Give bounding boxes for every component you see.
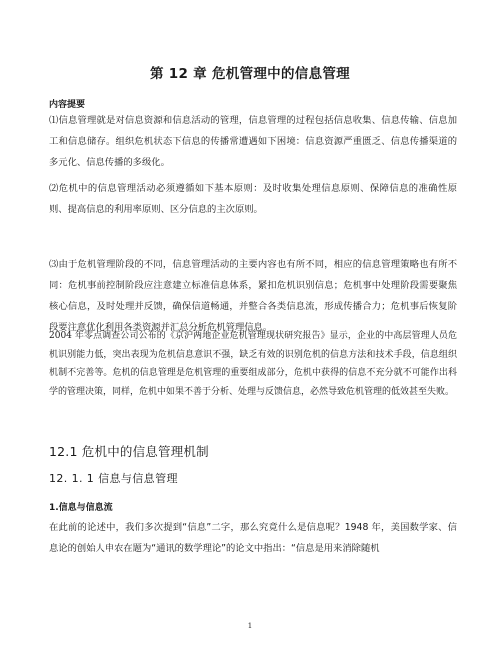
subsubsection-heading: 1.信息与信息流 — [49, 503, 113, 513]
summary-paragraph-1: ⑴信息管理就是对信息资源和信息活动的管理，信息管理的过程包括信息收集、信息传输、信息加工和信息储存。组织危机状态下信息的传播常遭遇如下困境：信息资源严重匮乏、信息传播渠道的多元化、信息传播的多级化。 — [49, 115, 457, 168]
page-number: 1 — [247, 622, 253, 630]
chapter-title: 第 12 章 危机管理中的信息管理 — [150, 66, 350, 82]
summary-paragraph-3: ⑶由于危机管理阶段的不同，信息管理活动的主要内容也有所不同，相应的信息管理策略也有所不同：危机事前控制阶段应注意建立标准信息体系，紧扣危机识别信息；危机事中处理阶段需要聚焦核心信息，及时处理并反馈，确保信道畅通，并整合各类信息流，形成传播合力；危机事后恢复阶段要注意优化利用各类资源并汇总分析危机管理信息。 — [49, 259, 457, 333]
summary-paragraph-2: ⑵危机中的信息管理活动必须遵循如下基本原则：及时收集处理信息原则、保障信息的准确性原则、提高信息的利用率原则、区分信息的主次原则。 — [49, 183, 457, 215]
body-paragraph: 在此前的论述中，我们多次提到“信息”二字，那么究竟什么是信息呢？1948 年，美国数学家、信息论的创始人申农在题为“通讯的数学理论”的论文中指出：“信息是用来消除随机 — [49, 522, 457, 554]
intro-paragraph: 2004 年零点调查公司公布的《京沪两地企业危机管理现状研究报告》显示，企业的中高层管理人员危机识别能力低，突出表现为危机信息意识不强，缺乏有效的识别危机的信息方法和技术手段，信息组织机制不完善等。危机的信息管理是危机管理的重要组成部分，危机中获得的信息不充分就不可能作出科学的管理决策，同样，危机中如果不善于分析、处理与反馈信息，必然导致危机管理的低效甚至失败。 — [49, 331, 457, 397]
content-summary-label: 内容提要 — [49, 100, 86, 110]
subsection-heading-12-1-1: 12. 1. 1 信息与信息管理 — [49, 472, 178, 485]
section-heading-12-1: 12.1 危机中的信息管理机制 — [49, 444, 209, 459]
